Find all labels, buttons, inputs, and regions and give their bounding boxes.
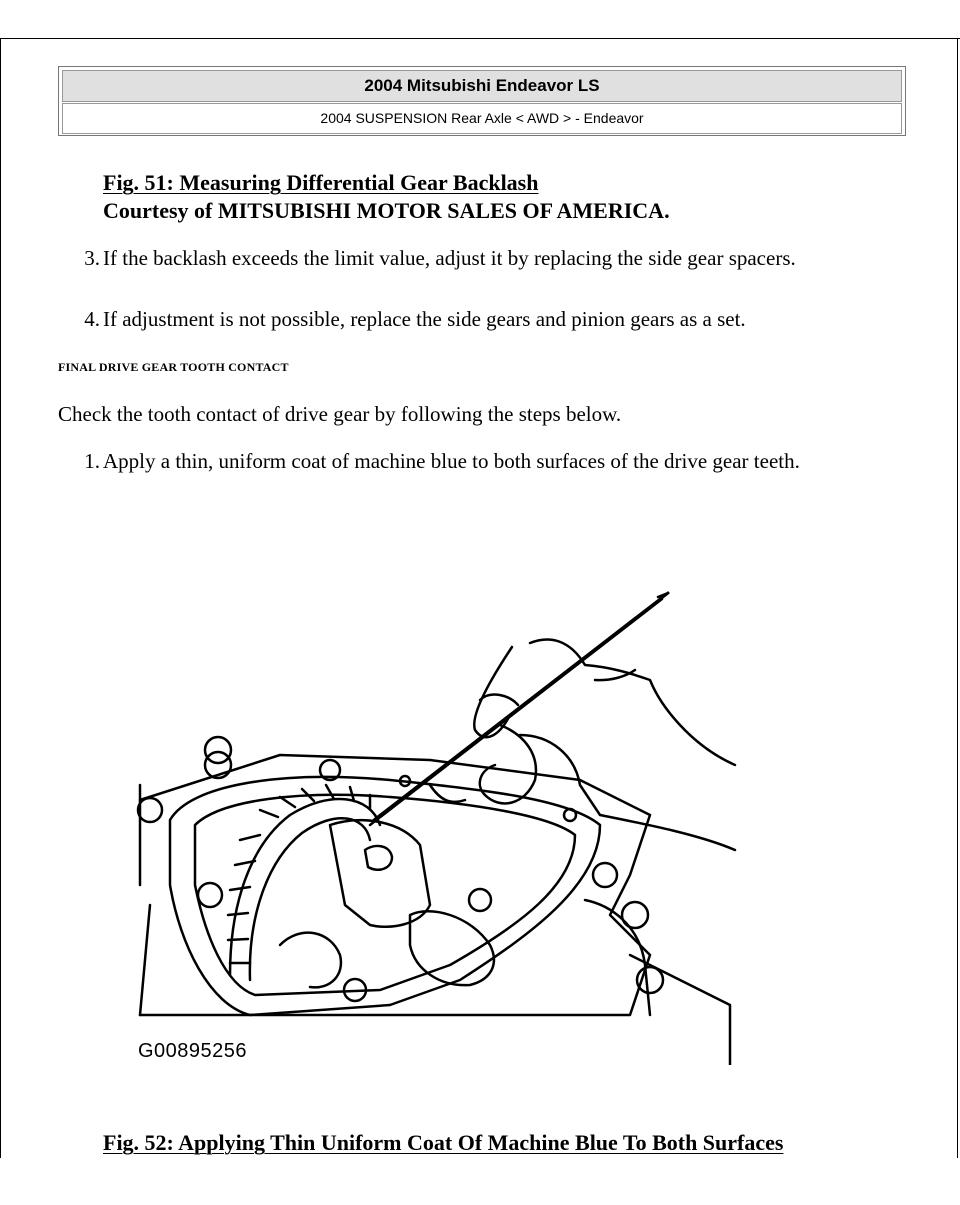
hand: [430, 639, 735, 850]
page-frame-left: [0, 38, 1, 1158]
figure-51-link[interactable]: [103, 170, 538, 196]
figure-52-link[interactable]: [103, 1130, 783, 1156]
step-item: [72, 448, 872, 475]
figure-image-id: G00895256: [138, 1040, 248, 1062]
ring-gear-teeth: [228, 785, 380, 980]
figure-52-link-text[interactable]: Fig. 52: Applying Thin Uniform Coat Of Machine Blue To Both Surfaces: [103, 1130, 784, 1155]
applicator-stick: [370, 593, 668, 825]
figure-51-courtesy: Courtesy of MITSUBISHI MOTOR SALES OF AMERICA.: [103, 198, 670, 223]
step-number: 1.: [84, 449, 100, 473]
section-heading: FINAL DRIVE GEAR TOOTH CONTACT: [58, 360, 289, 374]
step-item: [72, 306, 872, 333]
page-frame-top: [0, 38, 960, 39]
differential-illustration: [130, 585, 760, 1065]
axle-housing: [140, 755, 730, 1065]
step-text: If the backlash exceeds the limit value, adjust it by replacing the side gear spacers.: [103, 246, 796, 270]
step-number: 3.: [84, 246, 100, 270]
intro-paragraph: Check the tooth contact of drive gear by following the steps below.: [58, 402, 622, 426]
differential-carrier: [280, 820, 494, 987]
step-text: If adjustment is not possible, replace the side gears and pinion gears as a set.: [103, 307, 746, 331]
page-frame-right: [957, 38, 958, 1158]
document-header: [58, 66, 906, 136]
step-text: Apply a thin, uniform coat of machine blue to both surfaces of the drive gear teeth.: [103, 449, 800, 473]
header-title: 2004 Mitsubishi Endeavor LS: [62, 70, 902, 102]
figure-51-link-text[interactable]: Fig. 51: Measuring Differential Gear Backlash: [103, 170, 539, 195]
step-number: 4.: [84, 307, 100, 331]
step-item: [72, 245, 872, 272]
header-subtitle: 2004 SUSPENSION Rear Axle < AWD > - Endeavor: [62, 103, 902, 134]
